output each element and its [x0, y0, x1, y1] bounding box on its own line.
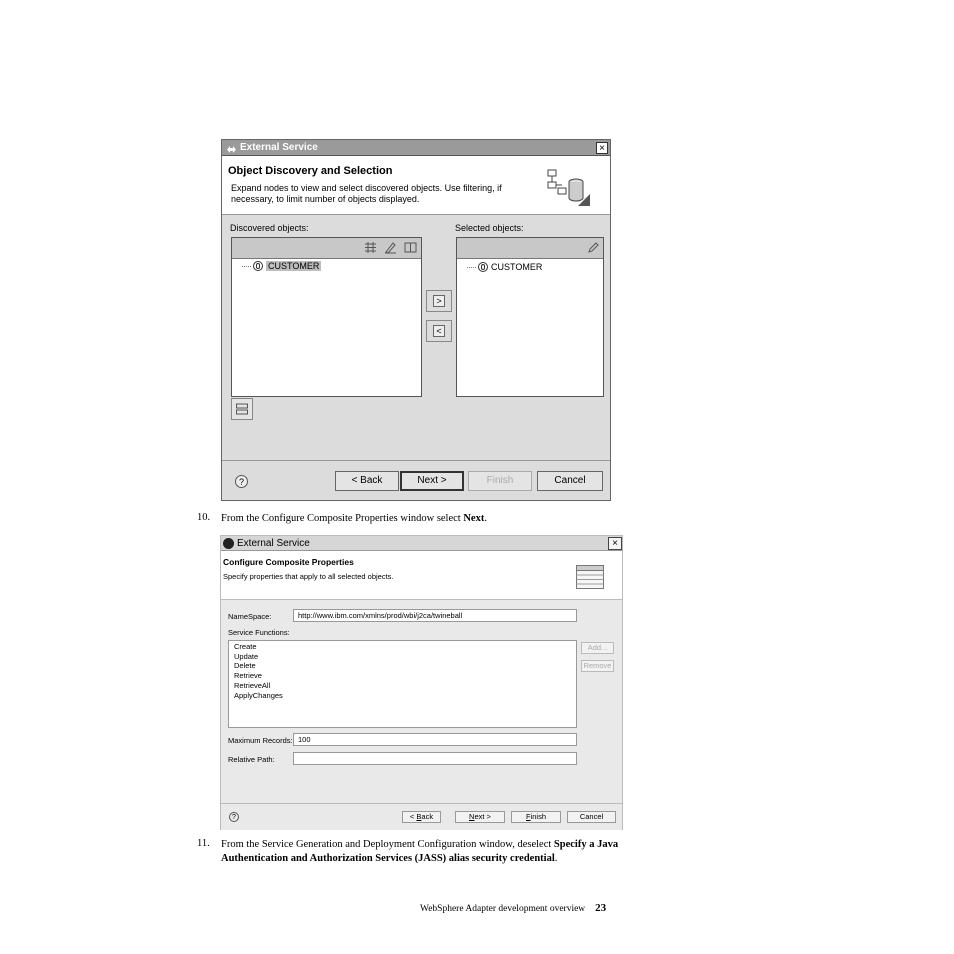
dialog2-header: [221, 551, 622, 600]
dialog1-header: [222, 156, 610, 215]
close-icon[interactable]: ×: [608, 537, 622, 550]
dialog1-title: External Service: [240, 142, 318, 153]
list-item[interactable]: Update: [234, 651, 259, 661]
finish-button[interactable]: Finish: [511, 811, 561, 823]
service-functions-label: Service Functions:: [228, 628, 290, 637]
finish-button[interactable]: Finish: [468, 471, 532, 491]
namespace-field[interactable]: http://www.ibm.com/xmlns/prod/wbi/j2ca/twineball: [293, 609, 577, 622]
service-functions-list[interactable]: [228, 640, 577, 728]
list-item[interactable]: Delete: [234, 661, 256, 671]
step-number: 11.: [197, 838, 210, 849]
arrow-left-icon: <: [433, 325, 445, 337]
tree-connector: ·····: [466, 262, 476, 272]
step-10: [197, 512, 627, 526]
database-table-icon: [478, 262, 488, 272]
external-service-icon: [226, 142, 237, 153]
step-bold-term: Next: [463, 513, 485, 524]
page-title: Configure Composite Properties: [223, 557, 354, 567]
dialog2-titlebar: [221, 536, 622, 551]
discovered-objects-label: Discovered objects:: [230, 223, 309, 233]
page-number: 23: [595, 902, 607, 914]
properties-table-icon: [576, 565, 604, 589]
page-footer: [420, 902, 606, 914]
external-service-dialog-1: [221, 139, 611, 501]
selected-objects-label: Selected objects:: [455, 223, 524, 233]
edit-pencil-icon[interactable]: [587, 241, 600, 259]
properties-book-icon[interactable]: [404, 241, 417, 259]
step-text: From the Configure Composite Properties window select Next.: [221, 513, 487, 524]
discovered-toolbar: [232, 238, 421, 259]
next-button[interactable]: Next >: [400, 471, 464, 491]
add-selected-button[interactable]: [426, 290, 452, 312]
step-text: From the Service Generation and Deployment Configuration window, deselect Specify a Java Authentication and Authorization Services (JASS) alias security credential.: [221, 839, 619, 864]
help-icon[interactable]: ?: [235, 475, 248, 488]
close-icon[interactable]: ×: [596, 142, 608, 154]
tree-item[interactable]: [466, 262, 542, 272]
list-item[interactable]: RetrieveAll: [234, 680, 271, 690]
discovered-objects-tree[interactable]: [231, 237, 422, 397]
tree-item-label: CUSTOMER: [268, 261, 320, 271]
external-service-dialog-2: [220, 535, 623, 830]
list-item[interactable]: Create: [234, 642, 257, 651]
tree-connector: ·····: [241, 261, 251, 271]
footer-title: WebSphere Adapter development overview: [420, 904, 586, 914]
filter-icon[interactable]: [364, 241, 377, 259]
back-button[interactable]: < Back: [402, 811, 441, 823]
namespace-label: NameSpace:: [228, 612, 272, 621]
help-icon[interactable]: ?: [229, 812, 239, 822]
next-button[interactable]: Next >: [455, 811, 505, 823]
selected-toolbar: [457, 238, 603, 259]
edit-query-icon[interactable]: [384, 241, 397, 259]
maximum-records-field[interactable]: 100: [293, 733, 577, 746]
show-list-button[interactable]: [231, 398, 253, 420]
step-11: [197, 838, 627, 882]
step-bold-term: Specify a Java Authentication and Authorization Services (JASS) alias security credential: [221, 839, 619, 864]
database-table-icon: [253, 261, 263, 271]
back-button[interactable]: < Back: [335, 471, 399, 491]
arrow-right-icon: >: [433, 295, 445, 307]
page-title: Object Discovery and Selection: [228, 165, 393, 177]
external-service-icon: [223, 538, 234, 549]
list-item[interactable]: ApplyChanges: [234, 690, 283, 700]
step-number: 10.: [197, 512, 211, 523]
page-description: Specify properties that apply to all selected objects.: [223, 572, 394, 581]
cancel-button[interactable]: Cancel: [567, 811, 616, 823]
relative-path-label: Relative Path:: [228, 755, 275, 764]
dialog2-title: External Service: [237, 537, 310, 549]
add-function-button[interactable]: Add...: [581, 642, 614, 654]
maximum-records-label: Maximum Records:: [228, 736, 293, 745]
remove-function-button[interactable]: Remove: [581, 660, 614, 672]
selected-objects-tree[interactable]: [456, 237, 604, 397]
dialog1-titlebar: [222, 140, 610, 156]
discovery-wizard-icon: [546, 168, 592, 208]
cancel-button[interactable]: Cancel: [537, 471, 603, 491]
page-description: Expand nodes to view and select discovered objects. Use filtering, if necessary, to limit number of objects displayed.: [231, 183, 502, 204]
dialog2-button-bar: [221, 803, 622, 830]
list-item[interactable]: Retrieve: [234, 671, 262, 681]
remove-selected-button[interactable]: [426, 320, 452, 342]
tree-item[interactable]: [241, 261, 321, 271]
relative-path-field[interactable]: [293, 752, 577, 765]
button-bar-separator: [222, 460, 610, 461]
list-view-icon: [236, 403, 248, 415]
tree-item-label: CUSTOMER: [491, 262, 543, 272]
